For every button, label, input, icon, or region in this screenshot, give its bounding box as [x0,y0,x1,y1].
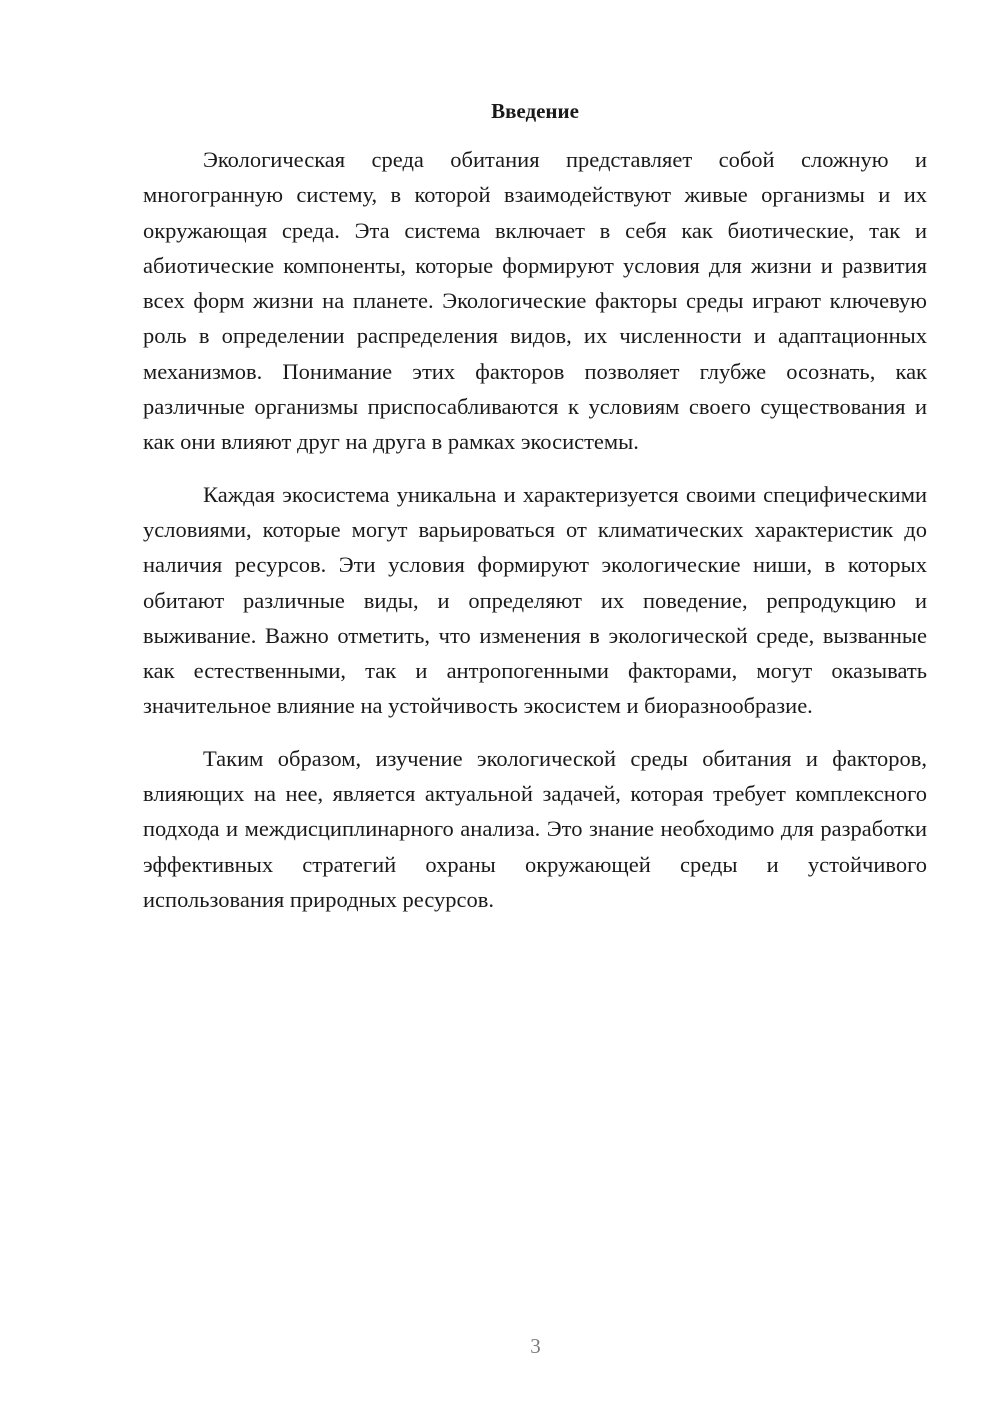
page-number: 3 [530,1334,541,1358]
paragraph-2: Каждая экосистема уникальна и характеризуется своими специфическими условиями, которые могут варьироваться от климатических характеристик до наличия ресурсов. Эти условия формируют экологические ниши, в которых обитают различные виды, и определяют их поведение, репродукцию и выживание. Важно отметить, что изменения в экологической среде, вызванные как естественными, так и антропогенными факторами, могут оказывать значительное влияние на устойчивость экосистем и биоразнообразие. [143,481,927,719]
section-heading: Введение [491,99,579,123]
paragraph-3: Таким образом, изучение экологической среды обитания и факторов, влияющих на нее, является актуальной задачей, которая требует комплексного подхода и междисциплинарного анализа. Это знание необходимо для разработки эффективных стратегий охраны окружающей среды и устойчивого использования природных ресурсов. [143,745,927,912]
paragraph-1: Экологическая среда обитания представляет собой сложную и многогранную систему, в которой взаимодействуют живые организмы и их окружающая среда. Эта система включает в себя как биотические, так и абиотические компоненты, которые формируют условия для жизни и развития всех форм жизни на планете. Экологические факторы среды играют ключевую роль в определении распределения видов, их численности и адаптационных механизмов. Понимание этих факторов позволяет глубже осознать, как различные организмы приспосабливаются к условиям своего существования и как они влияют друг на друга в рамках экосистемы. [143,147,927,455]
body-text [143,142,927,934]
